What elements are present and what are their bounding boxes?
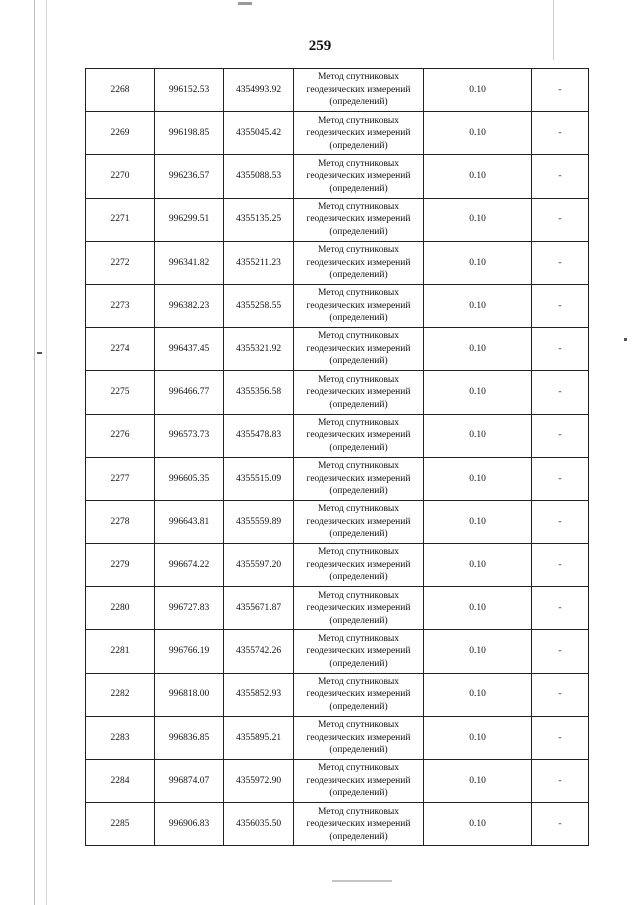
method-text-line: Метод спутниковых bbox=[317, 374, 400, 385]
description-cell: - bbox=[532, 371, 589, 414]
description-cell: - bbox=[532, 716, 589, 759]
method-text-line: геодезических измерений bbox=[306, 214, 411, 225]
accuracy-cell: 0.10 bbox=[424, 803, 532, 846]
method-text-line: геодезических измерений bbox=[306, 430, 411, 441]
table-row bbox=[86, 69, 589, 112]
y-coordinate-cell: 4355135.25 bbox=[224, 198, 294, 241]
x-coordinate-cell: 996605.35 bbox=[155, 457, 224, 500]
x-coordinate-cell: 996674.22 bbox=[155, 544, 224, 587]
method-text-line: Метод спутниковых bbox=[317, 504, 400, 515]
description-cell: - bbox=[532, 587, 589, 630]
point-number-cell: 2272 bbox=[86, 241, 155, 284]
method-cell bbox=[294, 69, 424, 112]
x-coordinate-cell: 996198.85 bbox=[155, 112, 224, 155]
method-text-line: геодезических измерений bbox=[306, 257, 411, 268]
description-cell: - bbox=[532, 630, 589, 673]
y-coordinate-cell: 4354993.92 bbox=[224, 69, 294, 112]
y-coordinate-cell: 4355088.53 bbox=[224, 155, 294, 198]
point-number-cell: 2279 bbox=[86, 544, 155, 587]
point-number-cell: 2280 bbox=[86, 587, 155, 630]
method-text-line: (определений) bbox=[329, 486, 388, 497]
method-text-line: Метод спутниковых bbox=[317, 763, 400, 774]
table-row bbox=[86, 241, 589, 284]
method-cell bbox=[294, 328, 424, 371]
description-cell: - bbox=[532, 328, 589, 371]
x-coordinate-cell: 996727.83 bbox=[155, 587, 224, 630]
point-number-cell: 2268 bbox=[86, 69, 155, 112]
point-number-cell: 2277 bbox=[86, 457, 155, 500]
scan-speck bbox=[238, 2, 252, 5]
x-coordinate-cell: 996236.57 bbox=[155, 155, 224, 198]
accuracy-cell: 0.10 bbox=[424, 328, 532, 371]
accuracy-cell: 0.10 bbox=[424, 112, 532, 155]
accuracy-cell: 0.10 bbox=[424, 760, 532, 803]
y-coordinate-cell: 4355597.20 bbox=[224, 544, 294, 587]
method-cell bbox=[294, 587, 424, 630]
method-cell bbox=[294, 500, 424, 543]
method-cell bbox=[294, 284, 424, 327]
description-cell: - bbox=[532, 457, 589, 500]
method-text-line: (определений) bbox=[329, 140, 388, 151]
point-number-cell: 2283 bbox=[86, 716, 155, 759]
method-text-line: (определений) bbox=[329, 270, 388, 281]
method-text-line: (определений) bbox=[329, 615, 388, 626]
method-text-line: геодезических измерений bbox=[306, 646, 411, 657]
method-text-line: Метод спутниковых bbox=[317, 590, 400, 601]
method-text-line: геодезических измерений bbox=[306, 473, 411, 484]
method-text-line: геодезических измерений bbox=[306, 387, 411, 398]
method-cell bbox=[294, 760, 424, 803]
point-number-cell: 2282 bbox=[86, 673, 155, 716]
accuracy-cell: 0.10 bbox=[424, 544, 532, 587]
accuracy-cell: 0.10 bbox=[424, 241, 532, 284]
y-coordinate-cell: 4355045.42 bbox=[224, 112, 294, 155]
table-row bbox=[86, 803, 589, 846]
table-row bbox=[86, 198, 589, 241]
method-cell bbox=[294, 371, 424, 414]
method-text-line: (определений) bbox=[329, 313, 388, 324]
accuracy-cell: 0.10 bbox=[424, 198, 532, 241]
table-row bbox=[86, 112, 589, 155]
method-text-line: (определений) bbox=[329, 701, 388, 712]
method-text-line: (определений) bbox=[329, 442, 388, 453]
method-text-line: Метод спутниковых bbox=[317, 72, 400, 83]
method-cell bbox=[294, 112, 424, 155]
accuracy-cell: 0.10 bbox=[424, 716, 532, 759]
coordinates-table bbox=[85, 68, 589, 846]
point-number-cell: 2281 bbox=[86, 630, 155, 673]
method-text-line: геодезических измерений bbox=[306, 516, 411, 527]
description-cell: - bbox=[532, 241, 589, 284]
point-number-cell: 2276 bbox=[86, 414, 155, 457]
method-text-line: геодезических измерений bbox=[306, 775, 411, 786]
method-cell bbox=[294, 241, 424, 284]
table-row bbox=[86, 716, 589, 759]
point-number-cell: 2274 bbox=[86, 328, 155, 371]
y-coordinate-cell: 4355671.87 bbox=[224, 587, 294, 630]
method-text-line: геодезических измерений bbox=[306, 732, 411, 743]
point-number-cell: 2271 bbox=[86, 198, 155, 241]
x-coordinate-cell: 996341.82 bbox=[155, 241, 224, 284]
description-cell: - bbox=[532, 544, 589, 587]
method-text-line: (определений) bbox=[329, 831, 388, 842]
description-cell: - bbox=[532, 760, 589, 803]
description-cell: - bbox=[532, 198, 589, 241]
point-number-cell: 2284 bbox=[86, 760, 155, 803]
table-row bbox=[86, 500, 589, 543]
method-text-line: геодезических измерений bbox=[306, 603, 411, 614]
table-row bbox=[86, 371, 589, 414]
description-cell: - bbox=[532, 284, 589, 327]
point-number-cell: 2285 bbox=[86, 803, 155, 846]
scan-edge-line bbox=[46, 0, 47, 905]
description-cell: - bbox=[532, 500, 589, 543]
x-coordinate-cell: 996299.51 bbox=[155, 198, 224, 241]
table-row bbox=[86, 457, 589, 500]
y-coordinate-cell: 4355852.93 bbox=[224, 673, 294, 716]
method-text-line: геодезических измерений bbox=[306, 343, 411, 354]
method-text-line: Метод спутниковых bbox=[317, 461, 400, 472]
table-row bbox=[86, 673, 589, 716]
accuracy-cell: 0.10 bbox=[424, 155, 532, 198]
coordinates-table-body bbox=[86, 69, 589, 846]
method-text-line: Метод спутниковых bbox=[317, 806, 400, 817]
method-text-line: Метод спутниковых bbox=[317, 331, 400, 342]
scan-edge-line bbox=[34, 0, 35, 905]
method-text-line: Метод спутниковых bbox=[317, 158, 400, 169]
method-text-line: геодезических измерений bbox=[306, 84, 411, 95]
accuracy-cell: 0.10 bbox=[424, 500, 532, 543]
scan-speck bbox=[624, 338, 627, 341]
x-coordinate-cell: 996874.07 bbox=[155, 760, 224, 803]
method-text-line: Метод спутниковых bbox=[317, 417, 400, 428]
y-coordinate-cell: 4355258.55 bbox=[224, 284, 294, 327]
y-coordinate-cell: 4355559.89 bbox=[224, 500, 294, 543]
method-cell bbox=[294, 630, 424, 673]
method-text-line: Метод спутниковых bbox=[317, 547, 400, 558]
description-cell: - bbox=[532, 69, 589, 112]
y-coordinate-cell: 4355972.90 bbox=[224, 760, 294, 803]
method-text-line: Метод спутниковых bbox=[317, 115, 400, 126]
accuracy-cell: 0.10 bbox=[424, 630, 532, 673]
y-coordinate-cell: 4355478.83 bbox=[224, 414, 294, 457]
method-text-line: геодезических измерений bbox=[306, 559, 411, 570]
point-number-cell: 2269 bbox=[86, 112, 155, 155]
table-row bbox=[86, 155, 589, 198]
table-row bbox=[86, 587, 589, 630]
x-coordinate-cell: 996466.77 bbox=[155, 371, 224, 414]
y-coordinate-cell: 4356035.50 bbox=[224, 803, 294, 846]
table-row bbox=[86, 760, 589, 803]
method-text-line: геодезических измерений bbox=[306, 819, 411, 830]
page-number: 259 bbox=[308, 38, 332, 54]
accuracy-cell: 0.10 bbox=[424, 69, 532, 112]
y-coordinate-cell: 4355515.09 bbox=[224, 457, 294, 500]
accuracy-cell: 0.10 bbox=[424, 414, 532, 457]
method-text-line: (определений) bbox=[329, 745, 388, 756]
method-cell bbox=[294, 716, 424, 759]
y-coordinate-cell: 4355742.26 bbox=[224, 630, 294, 673]
x-coordinate-cell: 996836.85 bbox=[155, 716, 224, 759]
method-cell bbox=[294, 544, 424, 587]
scan-speck bbox=[332, 880, 392, 882]
method-text-line: (определений) bbox=[329, 356, 388, 367]
method-text-line: Метод спутниковых bbox=[317, 288, 400, 299]
method-cell bbox=[294, 457, 424, 500]
description-cell: - bbox=[532, 155, 589, 198]
point-number-cell: 2270 bbox=[86, 155, 155, 198]
x-coordinate-cell: 996382.23 bbox=[155, 284, 224, 327]
y-coordinate-cell: 4355895.21 bbox=[224, 716, 294, 759]
method-text-line: (определений) bbox=[329, 572, 388, 583]
method-text-line: геодезических измерений bbox=[306, 300, 411, 311]
y-coordinate-cell: 4355211.23 bbox=[224, 241, 294, 284]
method-text-line: Метод спутниковых bbox=[317, 633, 400, 644]
description-cell: - bbox=[532, 673, 589, 716]
method-cell bbox=[294, 803, 424, 846]
method-text-line: Метод спутниковых bbox=[317, 720, 400, 731]
method-text-line: геодезических измерений bbox=[306, 171, 411, 182]
x-coordinate-cell: 996643.81 bbox=[155, 500, 224, 543]
x-coordinate-cell: 996152.53 bbox=[155, 69, 224, 112]
x-coordinate-cell: 996437.45 bbox=[155, 328, 224, 371]
y-coordinate-cell: 4355321.92 bbox=[224, 328, 294, 371]
description-cell: - bbox=[532, 414, 589, 457]
scan-speck bbox=[37, 352, 42, 354]
method-text-line: (определений) bbox=[329, 226, 388, 237]
accuracy-cell: 0.10 bbox=[424, 587, 532, 630]
table-row bbox=[86, 284, 589, 327]
accuracy-cell: 0.10 bbox=[424, 371, 532, 414]
table-row bbox=[86, 630, 589, 673]
method-cell bbox=[294, 198, 424, 241]
accuracy-cell: 0.10 bbox=[424, 457, 532, 500]
method-text-line: Метод спутниковых bbox=[317, 676, 400, 687]
point-number-cell: 2275 bbox=[86, 371, 155, 414]
x-coordinate-cell: 996573.73 bbox=[155, 414, 224, 457]
method-text-line: (определений) bbox=[329, 658, 388, 669]
x-coordinate-cell: 996906.83 bbox=[155, 803, 224, 846]
accuracy-cell: 0.10 bbox=[424, 284, 532, 327]
method-text-line: (определений) bbox=[329, 183, 388, 194]
method-cell bbox=[294, 155, 424, 198]
method-text-line: (определений) bbox=[329, 529, 388, 540]
description-cell: - bbox=[532, 803, 589, 846]
table-row bbox=[86, 414, 589, 457]
y-coordinate-cell: 4355356.58 bbox=[224, 371, 294, 414]
point-number-cell: 2278 bbox=[86, 500, 155, 543]
method-text-line: (определений) bbox=[329, 399, 388, 410]
method-text-line: Метод спутниковых bbox=[317, 201, 400, 212]
point-number-cell: 2273 bbox=[86, 284, 155, 327]
x-coordinate-cell: 996818.00 bbox=[155, 673, 224, 716]
method-cell bbox=[294, 673, 424, 716]
method-text-line: Метод спутниковых bbox=[317, 245, 400, 256]
method-text-line: геодезических измерений bbox=[306, 128, 411, 139]
x-coordinate-cell: 996766.19 bbox=[155, 630, 224, 673]
method-text-line: (определений) bbox=[329, 97, 388, 108]
accuracy-cell: 0.10 bbox=[424, 673, 532, 716]
table-row bbox=[86, 328, 589, 371]
method-text-line: геодезических измерений bbox=[306, 689, 411, 700]
method-text-line: (определений) bbox=[329, 788, 388, 799]
table-row bbox=[86, 544, 589, 587]
description-cell: - bbox=[532, 112, 589, 155]
method-cell bbox=[294, 414, 424, 457]
